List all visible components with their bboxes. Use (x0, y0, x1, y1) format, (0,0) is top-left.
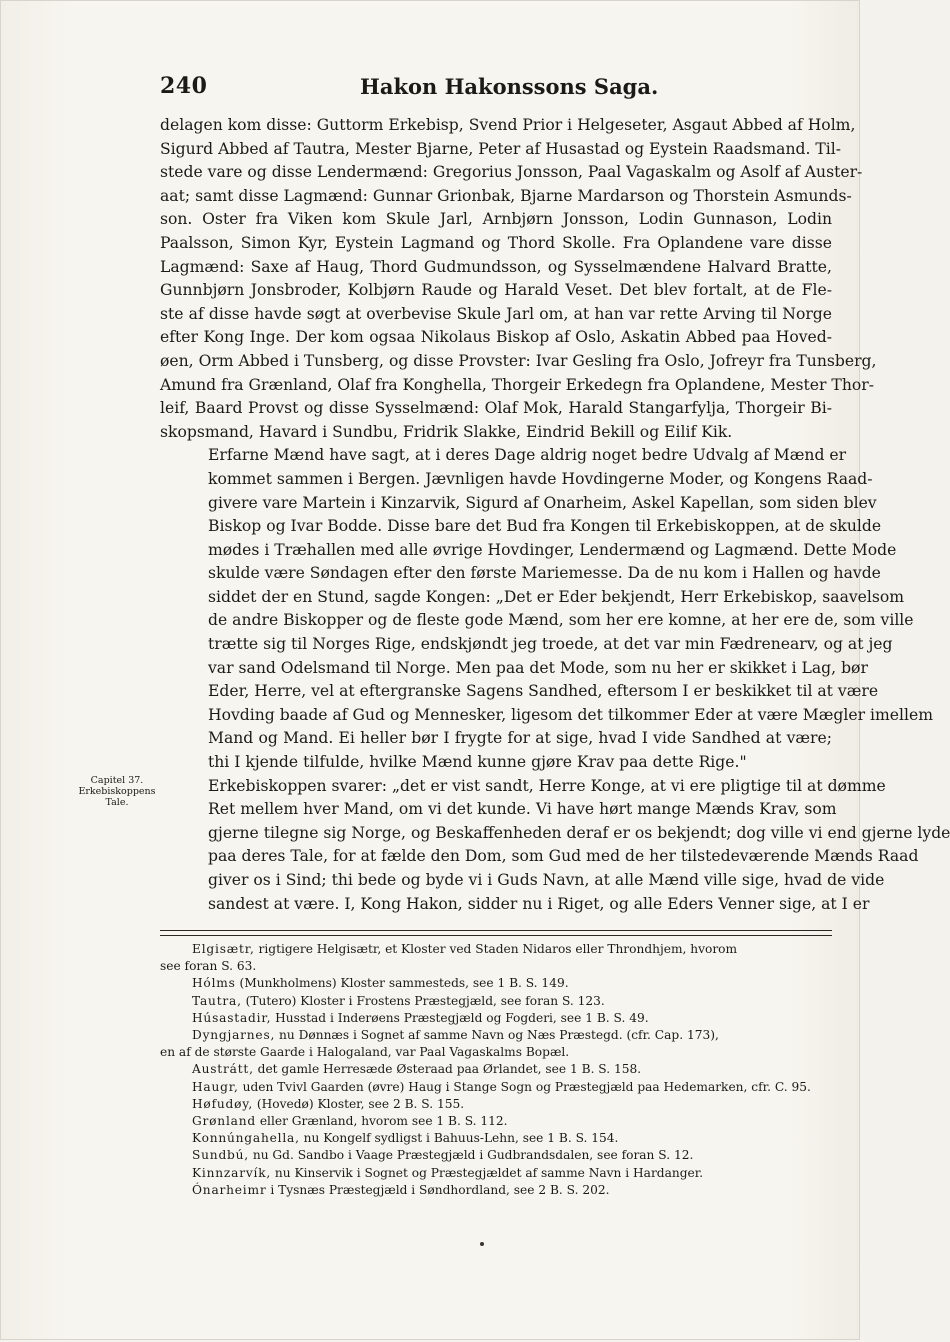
text-line: Amund fra Grænland, Olaf fra Konghella, Thorgeir Erkedegn fra Oplandene, Mester Thor- (160, 375, 874, 394)
footnote-line (160, 1010, 832, 1027)
text-line: Lagmænd: Saxe af Haug, Thord Gudmundsson, og Sysselmændene Halvard Bratte, (160, 257, 832, 276)
text-line: thi I kjende tilfulde, hvilke Mænd kunne gjøre Krav paa dette Rige." (208, 753, 747, 772)
text-line: Eder, Herre, vel at eftergranske Sagens Sandhed, eftersom I er beskikket til at være (208, 682, 879, 701)
text-line: son. Oster fra Viken kom Skule Jarl, Arnbjørn Jonsson, Lodin Gunnason, Lodin (160, 210, 832, 229)
footnote-line (160, 1182, 832, 1199)
text-line: givere vare Martein i Kinzarvik, Sigurd af Onarheim, Askel Kapellan, som siden blev (208, 493, 877, 512)
margin-note-line2: Tale. (105, 797, 129, 808)
footnote-term: Austrátt, (192, 1062, 254, 1077)
text-line: skulde være Søndagen efter den første Mariemesse. Da de nu kom i Hallen og havde (208, 564, 881, 583)
footnote-term: Konnúngahella, (192, 1131, 300, 1146)
text-line: Sigurd Abbed af Tautra, Mester Bjarne, Peter af Husastad og Eystein Raadsmand. Til- (160, 139, 842, 158)
footnote-line (160, 958, 832, 975)
footnote-line (160, 1044, 832, 1061)
footnote-term: Tautra, (192, 993, 242, 1008)
footnote-text: nu Kinservik i Sognet og Præstegjældet af samme Navn i Hardanger. (271, 1165, 704, 1180)
text-line: øen, Orm Abbed i Tunsberg, og disse Provster: Ivar Gesling fra Oslo, Jofreyr fra Tunsberg, (160, 351, 877, 370)
text-line: delagen kom disse: Guttorm Erkebisp, Svend Prior i Helgeseter, Asgaut Abbed af Holm, (160, 116, 856, 134)
footnote-line (160, 1061, 832, 1078)
text-line: kommet sammen i Bergen. Jævnligen havde Hovdingerne Moder, og Kongens Raad- (208, 469, 873, 488)
paragraph-1 (160, 114, 877, 444)
page-number: 240 (160, 73, 208, 99)
footnote-rule-bottom (160, 935, 832, 936)
footnote-term: Elgisætr, (192, 942, 255, 956)
margin-note-chapter: Capitel 37. (90, 775, 144, 786)
text-line: siddet der en Stund, sagde Kongen: „Det er Eder bekjendt, Herr Erkebiskop, saavelsom (208, 587, 905, 606)
footnote-term: Húsastadir, (192, 1010, 272, 1025)
footnote-text: uden Tvivl Gaarden (øvre) Haug i Stange Sogn og Præstegjæld paa Hedemarken, cfr. C. 95. (238, 1079, 811, 1094)
footnote-term: Kinnzarvík, (192, 1165, 272, 1180)
footnote-text: (Tutero) Kloster i Frostens Præstegjæld, see foran S. 123. (241, 993, 605, 1008)
footnote-text: rigtigere Helgisætr, et Kloster ved Staden Nidaros eller Throndhjem, hvorom (254, 942, 738, 956)
text-line: gjerne tilegne sig Norge, og Beskaffenheden deraf er os bekjendt; dog ville vi end gjerne lyde (208, 823, 950, 842)
footnote-term: Sundbú, (192, 1148, 249, 1163)
footnote-term: Høfudøy, (192, 1096, 254, 1111)
page-header (160, 73, 830, 103)
footnote-line (160, 1096, 832, 1113)
margin-note-line1: Erkebiskoppens (78, 786, 156, 797)
footnote-line (160, 975, 832, 992)
page-mark (480, 1242, 484, 1246)
footnote-line (160, 1130, 832, 1147)
text-line: aat; samt disse Lagmænd: Gunnar Grionbak, Bjarne Mardarson og Thorstein Asmunds- (160, 186, 852, 205)
footnote-text: en af de største Gaarde i Halogaland, var Paal Vagaskalms Bopæl. (160, 1045, 570, 1060)
text-line: de andre Biskopper og de fleste gode Mænd, som her ere komne, at her ere de, som ville (208, 611, 914, 630)
text-line: Gunnbjørn Jonsbroder, Kolbjørn Raude og Harald Veset. Det blev fortalt, at de Fle- (160, 281, 832, 300)
text-line: giver os i Sind; thi bede og byde vi i Guds Navn, at alle Mænd ville sige, hvad de vide (208, 871, 885, 889)
text-line: Biskop og Ivar Bodde. Disse bare det Bud fra Kongen til Erkebiskoppen, at de skulde (208, 517, 882, 536)
text-line: stede vare og disse Lendermænd: Gregorius Jonsson, Paal Vagaskalm og Asolf af Auster- (160, 163, 863, 182)
body-text (160, 114, 950, 916)
footnote-text: det gamle Herresæde Østeraad paa Ørlandet, see 1 B. S. 158. (253, 1062, 642, 1077)
text-line: trætte sig til Norges Rige, endskjøndt jeg troede, at det var min Fædrenearv, og at jeg (208, 635, 893, 654)
text-line: mødes i Træhallen med alle øvrige Hovdinger, Lendermænd og Lagmænd. Dette Mode (208, 540, 897, 559)
text-line: ste af disse havde søgt at overbevise Skule Jarl om, at han var rette Arving til Norge (160, 304, 832, 323)
footnote-text: Husstad i Inderøens Præstegjæld og Fogderi, see 1 B. S. 49. (271, 1010, 649, 1025)
running-title: Hakon Hakonssons Saga. (360, 74, 659, 99)
text-line: Ret mellem hver Mand, om vi det kunde. Vi have hørt mange Mænds Krav, som (208, 800, 837, 819)
footnote-line (160, 1165, 832, 1182)
footnote-term: Haugr, (192, 1079, 239, 1094)
footnote-text: i Tysnæs Præstegjæld i Søndhordland, see 2 B. S. 202. (266, 1182, 610, 1197)
text-line: Hovding baade af Gud og Mennesker, ligesom det tilkommer Eder at være Mægler imellem (208, 705, 934, 724)
footnote-term: Grønland (192, 1114, 256, 1129)
text-line: sandest at være. I, Kong Hakon, sidder nu i Riget, og alle Eders Venner sige, at I er (208, 894, 870, 913)
footnote-term: Dyngjarnes, (192, 1028, 276, 1043)
text-line: paa deres Tale, for at fælde den Dom, som Gud med de her tilstedeværende Mænds Raad (208, 847, 919, 866)
footnote-text: (Munkholmens) Kloster sammesteds, see 1 B. S. 149. (235, 976, 569, 991)
text-line: skopsmand, Havard i Sundbu, Fridrik Slakke, Eindrid Bekill og Eilif Kik. (160, 422, 733, 441)
footnote-line (160, 1147, 832, 1164)
footnote-line (160, 941, 832, 958)
footnotes (160, 941, 832, 1199)
footnote-text: nu Gd. Sandbo i Vaage Præstegjæld i Gudbrandsdalen, see foran S. 12. (248, 1148, 694, 1163)
footnote-line (160, 1079, 832, 1096)
paragraph-3 (160, 775, 950, 917)
text-line: Mand og Mand. Ei heller bør I frygte for at sige, hvad I vide Sandhed at være; (208, 729, 832, 748)
footnote-line (160, 1027, 832, 1044)
footnote-text: eller Grænland, hvorom see 1 B. S. 112. (255, 1114, 508, 1129)
footnote-text: (Hovedø) Kloster, see 2 B. S. 155. (253, 1096, 465, 1111)
footnote-line (160, 1113, 832, 1130)
text-line: leif, Baard Provst og disse Sysselmænd: Olaf Mok, Harald Stangarfylja, Thorgeir Bi- (160, 399, 832, 418)
text-line: var sand Odelsmand til Norge. Men paa det Mode, som nu her er skikket i Lag, bør (208, 658, 868, 677)
paragraph-2 (160, 444, 934, 774)
text-line: Erfarne Mænd have sagt, at i deres Dage aldrig noget bedre Udvalg af Mænd er (208, 446, 847, 465)
footnote-text: nu Dønnæs i Sognet af samme Navn og Næs Præstegd. (cfr. Cap. 173), (275, 1028, 719, 1043)
margin-note (78, 775, 156, 808)
footnote-line (160, 993, 832, 1010)
footnote-term: Ónarheimr (192, 1182, 267, 1197)
footnote-rule-top (160, 930, 832, 931)
footnote-term: Hólms (192, 976, 236, 991)
text-line: efter Kong Inge. Der kom ogsaa Nikolaus Biskop af Oslo, Askatin Abbed paa Hoved- (160, 328, 832, 347)
footnote-text: nu Kongelf sydligst i Bahuus-Lehn, see 1 B. S. 154. (299, 1131, 619, 1146)
text-line: Erkebiskoppen svarer: „det er vist sandt, Herre Konge, at vi ere pligtige til at dømme (208, 776, 886, 795)
footnote-text: see foran S. 63. (160, 959, 257, 974)
text-line: Paalsson, Simon Kyr, Eystein Lagmand og Thord Skolle. Fra Oplandene vare disse (160, 233, 832, 252)
